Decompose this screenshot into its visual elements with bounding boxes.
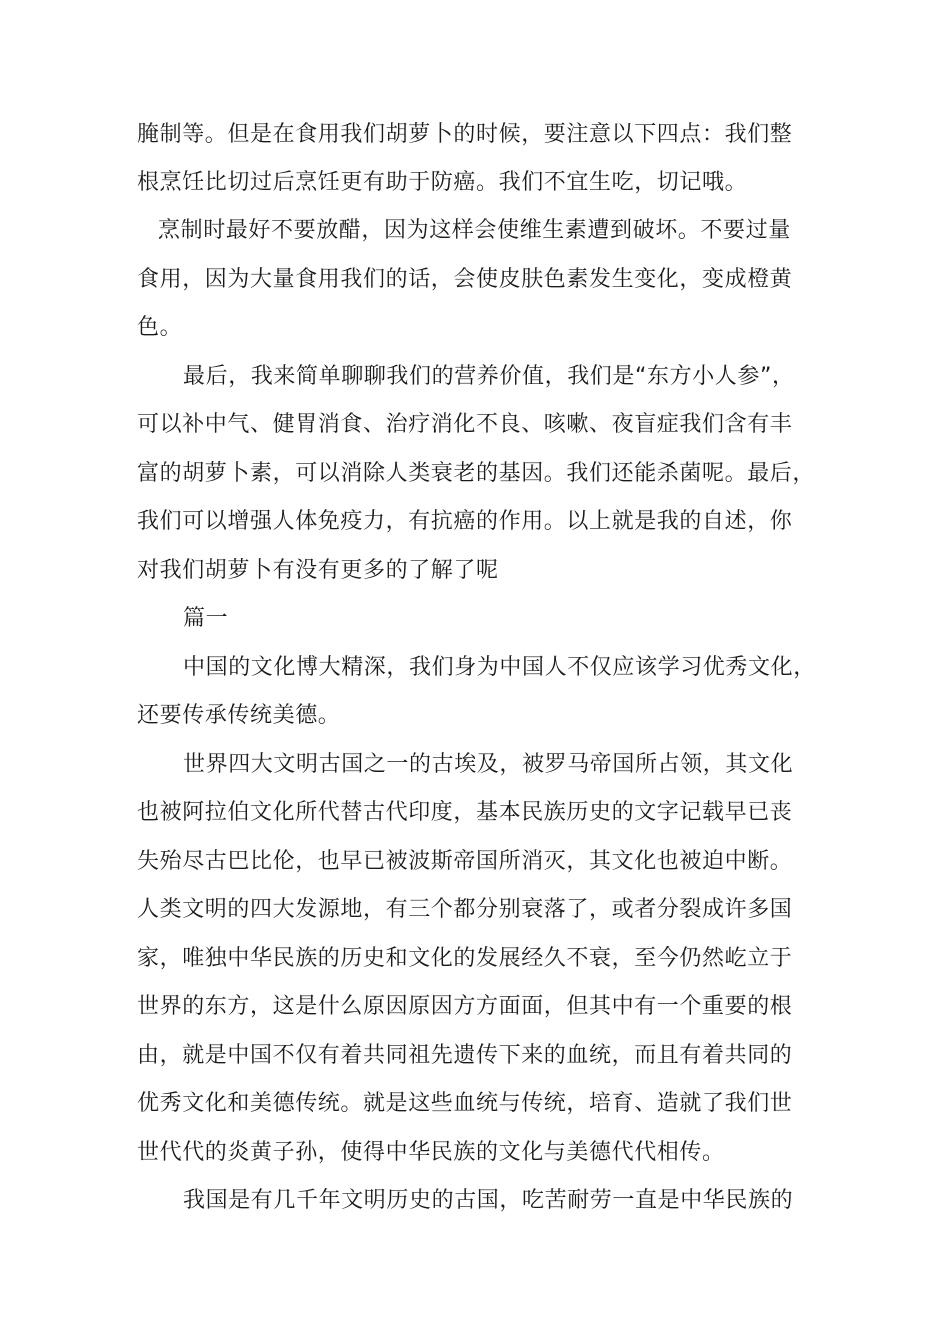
- text-line: 可以补中气、健胃消食、治疗消化不良、咳嗽、夜盲症我们含有丰: [137, 412, 793, 437]
- text-line: 我国是有几千年文明历史的古国，吃苦耐劳一直是中华民族的: [183, 1188, 794, 1213]
- text-line: 也被阿拉伯文化所代替古代印度，基本民族历史的文字记载早已丧: [137, 800, 793, 825]
- text-line: 最后，我来简单聊聊我们的营养价值，我们是“东方小人参”，: [183, 364, 795, 389]
- text-line: 食用，因为大量食用我们的话，会使皮肤色素发生变化，变成橙黄: [137, 267, 793, 292]
- text-line: 失殆尽古巴比伦，也早已被波斯帝国所消灭，其文化也被迫中断。: [137, 849, 793, 874]
- text-line: 烹制时最好不要放醋，因为这样会使维生素遭到破坏。不要过量: [158, 218, 791, 243]
- text-line: 色。: [137, 315, 183, 340]
- text-line: 富的胡萝卜素，可以消除人类衰老的基因。我们还能杀菌呢。最后，: [137, 461, 816, 486]
- text-line: 人类文明的四大发源地，有三个都分别衰落了，或者分裂成许多国: [137, 897, 793, 922]
- section-heading: 篇一: [183, 606, 229, 631]
- text-line: 还要传承传统美德。: [137, 703, 341, 728]
- text-line: 中国的文化博大精深，我们身为中国人不仅应该学习优秀文化，: [183, 655, 816, 680]
- text-line: 世代代的炎黄子孙，使得中华民族的文化与美德代代相传。: [137, 1140, 725, 1165]
- text-line: 根烹饪比切过后烹饪更有助于防癌。我们不宜生吃，切记哦。: [137, 170, 748, 195]
- text-line: 世界的东方，这是什么原因原因方方面面，但其中有一个重要的根: [137, 994, 793, 1019]
- text-line: 优秀文化和美德传统。就是这些血统与传统，培育、造就了我们世: [137, 1091, 793, 1116]
- text-line: 世界四大文明古国之一的古埃及，被罗马帝国所占领，其文化: [183, 752, 794, 777]
- text-line: 腌制等。但是在食用我们胡萝卜的时候，要注意以下四点：我们整: [137, 122, 793, 147]
- text-line: 对我们胡萝卜有没有更多的了解了呢: [137, 558, 499, 583]
- text-line: 由，就是中国不仅有着共同祖先遗传下来的血统，而且有着共同的: [137, 1043, 793, 1068]
- text-line: 我们可以增强人体免疫力，有抗癌的作用。以上就是我的自述，你: [137, 509, 793, 534]
- text-line: 家，唯独中华民族的历史和文化的发展经久不衰，至今仍然屹立于: [137, 946, 793, 971]
